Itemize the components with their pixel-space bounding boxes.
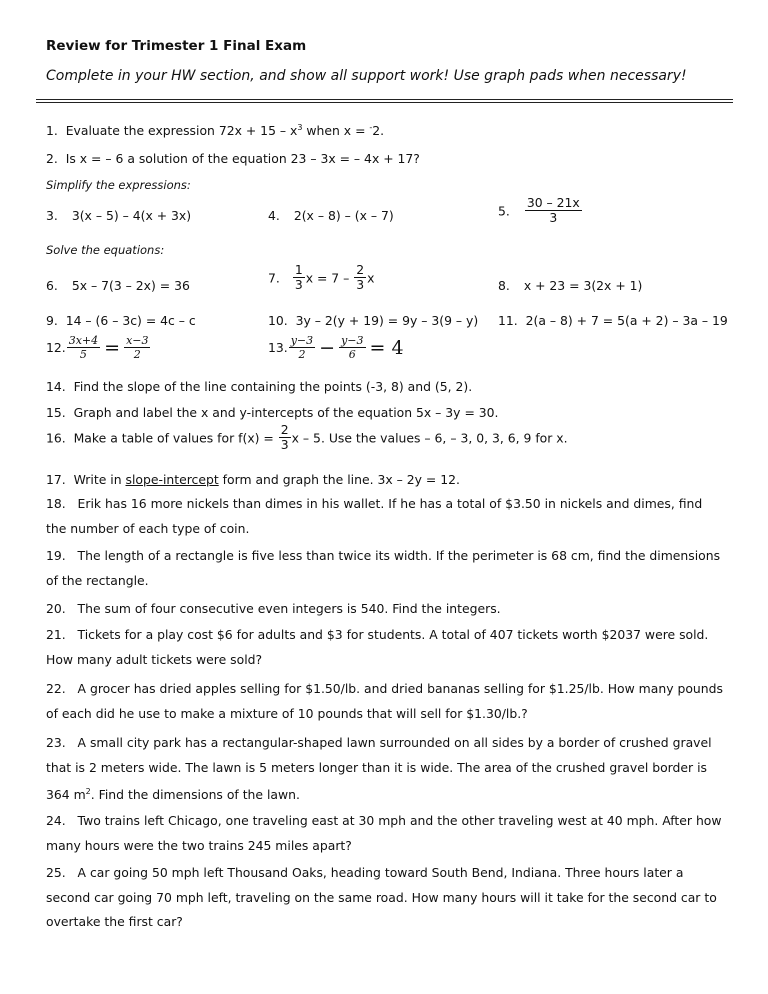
question-5: 5. $\frac{30 - 21x}{3}$ bbox=[498, 195, 580, 226]
page-title: Review for Trimester 1 Final Exam bbox=[46, 38, 307, 54]
question-17: 17. Write in slope-intercept form and graph the line. 3x – 2y = 12. bbox=[46, 472, 460, 487]
question-8: 8. x + 23 = 3(2x + 1) bbox=[498, 278, 643, 293]
question-10: 10. 3y – 2(y + 19) = 9y – 3(9 – y) bbox=[268, 313, 479, 328]
question-12: 12. $\frac{3x+4}{5}$ = $\frac{x-3}{2}$ bbox=[46, 334, 149, 361]
question-9: 9. 14 – (6 – 3c) = 4c – c bbox=[46, 313, 196, 328]
question-19: 19. The length of a rectangle is five less than twice its width. If the perimeter is 68 cm, find the dimensions of the rectangle. bbox=[46, 548, 721, 588]
question-14: 14. Find the slope of the line containing the points (-3, 8) and (5, 2). bbox=[46, 379, 473, 394]
section-solve-label: Solve the equations: bbox=[46, 243, 165, 257]
question-15: 15. Graph and label the x and y-intercepts of the equation 5x – 3y = 30. bbox=[46, 405, 499, 420]
question-4: 4. 2(x – 8) – (x – 7) bbox=[268, 208, 394, 223]
instructions: Complete in your HW section, and show all support work! Use graph pads when necessary! bbox=[46, 68, 687, 84]
section-simplify-label: Simplify the expressions: bbox=[46, 178, 191, 192]
question-16: 16. Make a table of values for f(x) = $\frac{2}{3}$ x – 5. Use the values – 6, – 3, 0, 3, 6, 9 for x. bbox=[46, 422, 568, 453]
question-3: 3. 3(x – 5) – 4(x + 3x) bbox=[46, 208, 192, 223]
question-6: 6. 5x – 7(3 – 2x) = 36 bbox=[46, 278, 190, 293]
question-20: 20. The sum of four consecutive even integers is 540. Find the integers. bbox=[46, 601, 501, 616]
question-2: 2. Is x = – 6 a solution of the equation 23 – 3x = – 4x + 17? bbox=[46, 151, 420, 166]
question-18: 18. Erik has 16 more nickels than dimes in his wallet. If he has a total of $3.50 in nickels and dimes, find the number of each type of coin. bbox=[46, 496, 703, 536]
question-7: 7. $\frac{1}{3}$ x = 7 – $\frac{2}{3}$ x bbox=[268, 262, 375, 293]
divider-bottom bbox=[36, 102, 733, 103]
divider-top bbox=[36, 99, 733, 100]
question-23: 23. A small city park has a rectangular-shaped lawn surrounded on all sides by a border of crushed gravel that is 2 meters wide. The lawn is 5 meters longer than it is wide. The area of the crushed gravel border is 364 $m^2$. Find the dimensions of the lawn. bbox=[46, 735, 712, 803]
question-25: 25. A car going 50 mph left Thousand Oaks, heading toward South Bend, Indiana. Three hours later a second car going 70 mph left, traveling on the same road. How many hours will it take for the second car to overtake the first car? bbox=[46, 865, 717, 930]
question-11: 11. 2(a – 8) + 7 = 5(a + 2) – 3a – 19 bbox=[498, 313, 728, 328]
fraction-expression: $\frac{30 - 21x}{3}$ bbox=[526, 195, 580, 226]
question-24: 24. Two trains left Chicago, one traveling east at 30 mph and the other traveling west at 40 mph. After how many hours were the two trains 245 miles apart? bbox=[46, 813, 722, 853]
question-22: 22. A grocer has dried apples selling for $1.50/lb. and dried bananas selling for $1.25/lb. How many pounds of each did he use to make a mixture of 10 pounds that will sell for $1.30/lb.? bbox=[46, 681, 723, 721]
question-13: 13. $\frac{y-3}{2}$ − $\frac{y-3}{6}$ = 4 bbox=[268, 334, 404, 361]
question-1: 1. Evaluate the expression $72x + 15 - x^3$ when x = -2. bbox=[46, 123, 385, 139]
question-21: 21. Tickets for a play cost $6 for adults and $3 for students. A total of 407 tickets worth $2037 were sold. How many adult tickets were sold? bbox=[46, 627, 709, 667]
